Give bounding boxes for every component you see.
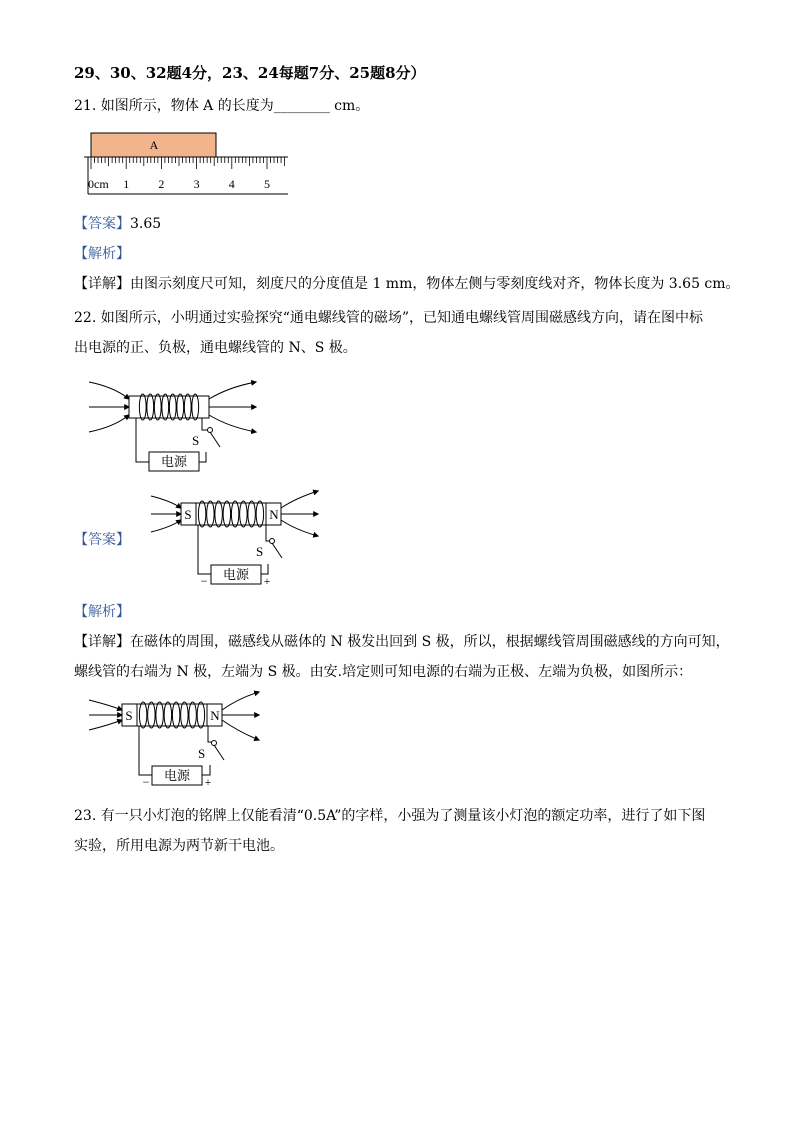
q22-explanation-figure	[84, 690, 264, 790]
switch-pivot	[208, 428, 213, 433]
ruler-unit-label: 0cm	[88, 177, 109, 191]
q22-question-line1: 22. 如图所示，小明通过实验探究“通电螺线管的磁场”，已知通电螺线管周围磁感线方向，请在图中标	[74, 310, 704, 326]
switch-blade	[210, 432, 220, 447]
circuit-wire	[136, 418, 149, 462]
q22-question-line2: 出电源的正、负极，通电螺线管的 N、S 极。	[74, 340, 357, 356]
q21-detail	[74, 274, 740, 294]
circuit-wire	[198, 525, 211, 574]
q21-ruler-figure	[84, 130, 294, 200]
negative-terminal: −	[200, 574, 208, 588]
switch-blade	[214, 745, 224, 760]
power-source-label: 电源	[163, 768, 191, 783]
answer-tag: 【答案】	[74, 216, 130, 232]
ruler-number: 1	[123, 177, 130, 191]
q22-detail-line1	[74, 632, 730, 652]
south-pole-label: S	[184, 507, 192, 522]
scoring-note: 29、30、32题4分，23、24每题7分、25题8分）	[74, 64, 426, 82]
q22-answer-figure	[146, 486, 326, 586]
q22-solenoid-figure	[84, 372, 264, 472]
detail-text: 由图示刻度尺可知，刻度尺的分度值是 1 mm，物体左侧与零刻度线对齐，物体长度为 3.65 cm。	[130, 276, 740, 292]
ruler-ticks	[91, 157, 285, 169]
circuit-wire	[139, 726, 152, 775]
answer-value: 3.65	[130, 216, 162, 232]
positive-terminal: +	[204, 775, 212, 789]
switch-label: S	[192, 433, 200, 448]
q23-line1: 23. 有一只小灯泡的铭牌上仅能看清“0.5A”的字样，小强为了测量该小灯泡的额定功率，进行了如下图	[74, 808, 706, 824]
detail-tag: 【详解】	[74, 634, 130, 650]
power-source-label: 电源	[160, 454, 188, 469]
q21-analysis-tag: 【解析】	[74, 246, 130, 262]
q22-answer-tag: 【答案】	[74, 532, 130, 548]
switch-pivot	[270, 539, 275, 544]
switch-label: S	[198, 746, 206, 761]
ruler-number: 3	[193, 177, 200, 191]
negative-terminal: −	[142, 775, 150, 789]
switch-pivot	[212, 741, 217, 746]
q23-line2: 实验，所用电源为两节新干电池。	[74, 838, 284, 854]
detail-tag: 【详解】	[74, 276, 130, 292]
ruler-number: 2	[158, 177, 165, 191]
q22-detail-line2: 螺线管的右端为 N 极，左端为 S 极。由安.培定则可知电源的右端为正极、左端为负极，如图所示：	[74, 664, 693, 680]
north-pole-label: N	[210, 708, 220, 723]
object-a-label: A	[149, 138, 159, 152]
switch-blade	[272, 543, 282, 558]
switch-label: S	[256, 544, 264, 559]
detail-text: 在磁体的周围，磁感线从磁体的 N 极发出回到 S 极，所以，根据螺线管周围磁感线的方向可知，	[130, 634, 730, 650]
q22-analysis-tag: 【解析】	[74, 604, 130, 620]
power-source-label: 电源	[222, 567, 250, 582]
north-pole-label: N	[269, 507, 279, 522]
ruler-number: 4	[228, 177, 235, 191]
ruler-number: 5	[264, 177, 270, 191]
south-pole-label: S	[125, 708, 133, 723]
positive-terminal: +	[263, 574, 271, 588]
q21-question: 21. 如图所示，物体 A 的长度为________ cm。	[74, 98, 370, 114]
q21-answer	[74, 214, 161, 234]
